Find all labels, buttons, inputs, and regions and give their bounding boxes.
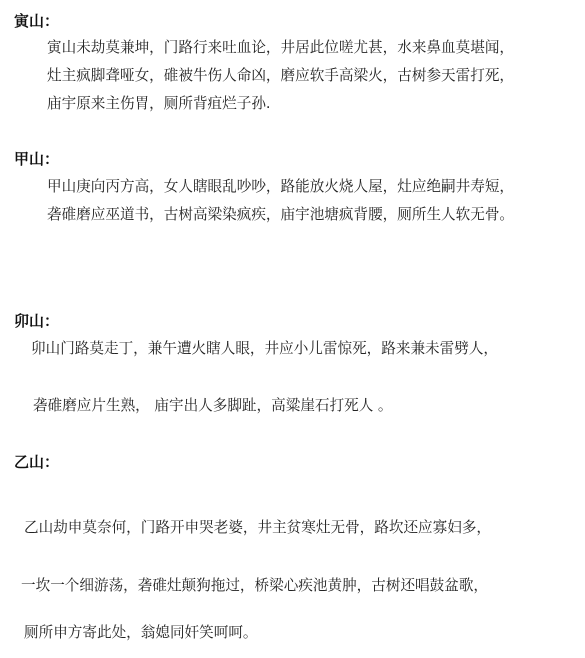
text-line: 砻碓磨应巫道书，古树高梁染疯疾，庙宇池塘疯背腰，厕所生人软无骨。 [47, 206, 515, 223]
section-heading: 寅山： [14, 12, 60, 30]
text-line: 厕所申方寄此处，翁媳同奸笑呵呵。 [24, 624, 258, 641]
text-line: 庙宇原来主伤胃，厕所背疽烂子孙. [47, 95, 271, 112]
text-line: 甲山庚向丙方高，女人瞎眼乱吵吵，路能放火烧人屋，灶应绝嗣井寿短， [47, 178, 515, 195]
text-line: 卯山门路莫走丁，兼午遭火瞎人眼，井应小儿雷惊死，路来兼未雷劈人， [31, 340, 499, 357]
section-heading: 乙山： [14, 453, 60, 471]
text-line: 乙山劫申莫奈何，门路开申哭老婆，井主贫寒灶无骨，路坎还应寡妇多， [24, 519, 492, 536]
text-line: 寅山未劫莫兼坤，门路行来吐血论，井居此位嗟尤甚，水来鼻血莫堪闻， [47, 39, 515, 56]
text-line: 灶主疯脚聋哑女，碓被牛伤人命凶，磨应软手高梁火，古树参天雷打死， [47, 67, 515, 84]
text-line: 一坎一个细游荡，砻碓灶颠狗拖过，桥梁心疾池黄肿，古树还唱鼓盆歌， [21, 577, 489, 594]
text-line: 砻碓磨应片生熟， 庙宇出人多脚趾，高粱崖石打死人 。 [33, 397, 393, 414]
section-heading: 卯山： [14, 312, 60, 330]
section-heading: 甲山： [14, 150, 60, 168]
